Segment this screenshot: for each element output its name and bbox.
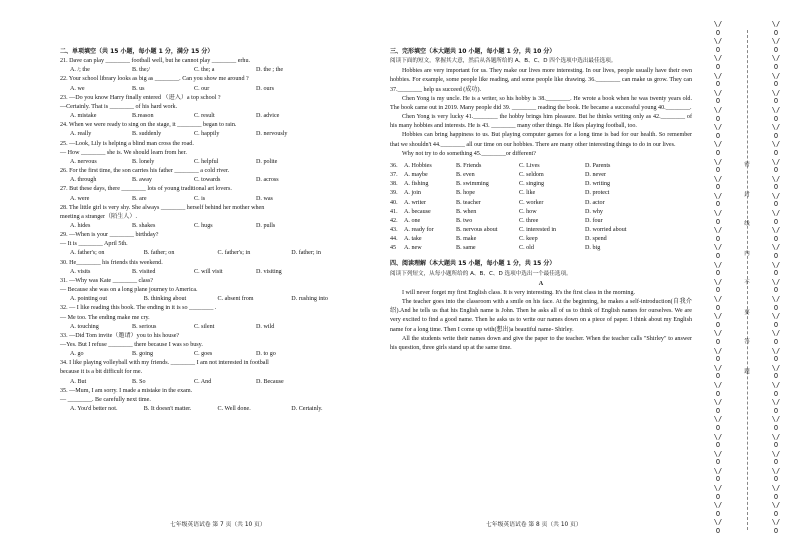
question-dialogue-line: — Me too. The ending make me cry.	[60, 314, 150, 321]
answer-options	[60, 268, 365, 277]
question-dialogue-line: —Certainly. That is ________ of his hard work.	[60, 103, 178, 110]
answer-option: C. will visit	[194, 268, 223, 275]
answer-option: C. helpful	[194, 158, 219, 165]
answer-option: D. across	[256, 177, 279, 184]
answer-options	[60, 249, 365, 258]
question-item	[60, 231, 365, 258]
answer-option: A. You'd better not.	[70, 406, 118, 413]
question-item	[60, 332, 365, 359]
answer-option: A. But	[70, 378, 87, 385]
answer-option: C. absent from	[217, 296, 254, 303]
answer-option: A. we	[70, 85, 85, 92]
question-dialogue-line: — ________. Be carefully next time.	[60, 396, 151, 403]
question-dialogue-line: — Because she was on a long plane journey to America.	[60, 287, 198, 294]
binding-pattern-right: \/O\/O\/O\/O\/O\/O\/O\/O\/O\/O\/O\/O\/O\/O\/O\/O\/O\/O\/O\/O\/O\/O\/O\/O\/O\/O\/O\/O\/O\/O	[771, 20, 781, 536]
answer-option: B. going	[132, 351, 153, 358]
answer-option: A. pointing out	[70, 296, 108, 303]
answer-option: C. the; a	[194, 67, 215, 74]
cloze-option-b: B. Friends	[456, 162, 482, 169]
cloze-option-c: C. keep	[519, 236, 538, 243]
answer-options	[60, 85, 365, 94]
answer-option: B.reason	[132, 113, 154, 120]
answer-option: D. Because	[256, 378, 284, 385]
cloze-option-a: A. Hobbies	[404, 162, 432, 169]
question-stem: 33. —Did Tom invite（邀请）you to his house?	[60, 332, 180, 339]
cloze-option-c: C. seldom	[519, 172, 544, 179]
cloze-option-a: A. fishing	[404, 181, 429, 188]
cloze-option-c: C. interested in	[519, 226, 557, 233]
answer-option: D. rushing into	[291, 296, 328, 303]
answer-option: C. goes	[194, 351, 213, 358]
question-stem: 23. —Do you know Harry finally entered （进入）a top school ?	[60, 94, 221, 101]
question-dialogue-line: because it is a bit difficult for me.	[60, 369, 143, 376]
cloze-option-c: C. how	[519, 208, 537, 215]
binding-char: 题	[744, 368, 750, 375]
cloze-option-a: A. maybe	[404, 172, 428, 179]
cloze-number: 38.	[390, 181, 398, 188]
cloze-option-d: D. spend	[585, 236, 607, 243]
cloze-option-row	[390, 180, 692, 189]
question-item	[60, 359, 365, 386]
answer-option: B. visited	[132, 268, 156, 275]
question-dialogue-line: — How ________ she is. We should learn from her.	[60, 149, 187, 156]
binding-char: 线	[744, 221, 750, 227]
question-dialogue-line: —Yes. But I refuse ________ there because I was so busy.	[60, 342, 203, 348]
question-item	[60, 75, 365, 93]
multiple-choice-list	[60, 57, 365, 414]
cloze-option-c: C. three	[519, 217, 539, 224]
cloze-option-d: D. actor	[585, 199, 605, 206]
question-stem: 29. —When is your ________ birthday?	[60, 232, 159, 239]
page-footer-left: 七年级英语试卷 第 7 页（共 10 页）	[170, 522, 266, 528]
question-stem: 24. When we were ready to sing on the stage, it ________ began to rain.	[60, 122, 237, 129]
cloze-option-b: B. swimming	[456, 181, 489, 188]
cloze-passage	[390, 67, 692, 159]
question-stem: 25. —Look, Lily is helping a blind man cross the road.	[60, 140, 194, 147]
cloze-option-b: B. two	[456, 217, 473, 224]
answer-option: B. father; on	[143, 250, 175, 257]
cloze-number: 44.	[390, 236, 398, 243]
cloze-option-row	[390, 162, 692, 171]
cloze-paragraph: Chen Yong is my uncle. He is a writer, so his hobby is 38.________. He wrote a book when he was twenty years old. The book came out in 2019. Many people did 39. ________ reading the book. He became a successful young 40.________.	[390, 95, 692, 111]
answer-option: D. pulls	[256, 222, 276, 229]
binding-margin	[712, 10, 782, 540]
answer-option: A. through	[70, 177, 97, 184]
cloze-option-b: B. make	[456, 236, 477, 243]
question-item	[60, 167, 365, 185]
cloze-option-d: D. worried about	[585, 226, 627, 233]
answer-option: A. father's; on	[70, 250, 105, 257]
answer-option: C. is	[194, 195, 206, 202]
answer-option: B. are	[132, 195, 147, 202]
cloze-option-row	[390, 217, 692, 226]
cloze-option-d: D. never	[585, 172, 606, 179]
answer-option: B. thinking about	[143, 296, 187, 303]
answer-option: C. And	[194, 378, 212, 385]
cloze-options-list	[390, 162, 692, 254]
question-stem: 31. —Why was Kate ________ class?	[60, 277, 154, 284]
question-item	[60, 140, 365, 167]
answer-options	[60, 405, 365, 414]
binding-pattern-left: \/O\/O\/O\/O\/O\/O\/O\/O\/O\/O\/O\/O\/O\/O\/O\/O\/O\/O\/O\/O\/O\/O\/O\/O\/O\/O\/O\/O\/O\/O	[713, 20, 723, 536]
cloze-option-a: A. because	[404, 208, 431, 215]
question-item	[60, 259, 365, 277]
cloze-option-row	[390, 199, 692, 208]
answer-option: C. Well done.	[217, 406, 251, 413]
right-column	[390, 44, 692, 353]
question-item	[60, 277, 365, 304]
question-dialogue-line: — It is ________ April 5th.	[60, 241, 128, 248]
answer-option: A. really	[70, 131, 92, 138]
answer-options	[60, 350, 365, 359]
answer-option: A. visits	[70, 268, 91, 275]
cloze-option-c: C. singing	[519, 181, 545, 188]
question-item	[60, 387, 365, 414]
cloze-option-b: B. same	[456, 245, 476, 252]
section-2-title: 二、单项填空（共 15 小题，每小题 1 分，满分 15 分）	[60, 48, 214, 55]
question-item	[60, 94, 365, 121]
answer-option: C. happily	[194, 131, 220, 138]
answer-option: B. It doesn't matter.	[143, 406, 192, 413]
cloze-number: 40.	[390, 199, 398, 206]
answer-option: C. towards	[194, 177, 221, 184]
question-stem: 34. I like playing volleyball with my friends. ________ I am not interested in football	[60, 360, 269, 367]
binding-char: 密	[744, 162, 750, 168]
cloze-number: 43.	[390, 226, 398, 233]
answer-option: D. father; in	[291, 250, 321, 257]
cloze-paragraph: Why not try to do something 45.________or different?	[402, 150, 536, 157]
cloze-number: 45	[390, 245, 397, 252]
answer-option: A. /; the	[70, 67, 90, 74]
question-stem: 22. Your school library looks as big as ________. Can you show me around ?	[60, 76, 249, 83]
answer-option: D. was	[256, 195, 273, 202]
answer-option: B. lonely	[132, 158, 155, 165]
cloze-number: 36.	[390, 162, 398, 169]
answer-option: A. nervous	[70, 158, 97, 165]
answer-option: B. the;/	[132, 67, 150, 74]
answer-options	[60, 295, 365, 304]
cloze-paragraph: Chen Yong is very lucky 41.________ the hobby brings him pleasure. But he thinks writing only as 42.________ of his many hobbies and interests. He is 43. ________ many other things. He likes playing football, too.	[390, 114, 692, 130]
cloze-option-d: D. protect	[585, 190, 610, 197]
answer-option: D. visiting	[256, 268, 282, 275]
answer-option: C. our	[194, 85, 210, 92]
question-item	[60, 185, 365, 203]
cloze-option-c: C. like	[519, 190, 536, 197]
section-4-instructions: 阅读下列短文，从每小题所给的 A、B、C、D 选项中选出一个最佳选项。	[390, 270, 572, 277]
cloze-option-c: C. worker	[519, 199, 544, 206]
binding-warning-text	[735, 160, 759, 396]
cloze-number: 39.	[390, 190, 398, 197]
answer-options	[60, 195, 365, 204]
answer-options	[60, 378, 365, 387]
binding-char: 封	[744, 191, 750, 198]
passage-paragraph: I will never forget my first English class. It is very interesting. It's the first class in the morning.	[402, 289, 636, 296]
question-stem: 26. For the first time, the son carries his father ________ a cold river.	[60, 168, 230, 175]
answer-option: A. mistake	[70, 113, 97, 120]
answer-option: A. touching	[70, 323, 99, 330]
question-item	[60, 304, 365, 331]
cloze-option-d: D. big	[585, 245, 601, 252]
cloze-option-d: D. Parents	[585, 162, 611, 169]
answer-options	[60, 222, 365, 231]
answer-option: A. hides	[70, 222, 91, 229]
cloze-option-b: B. even	[456, 172, 475, 179]
cloze-option-b: B. hope	[456, 190, 475, 197]
page-footer-right: 七年级英语试卷 第 8 页（共 10 页）	[486, 522, 582, 528]
answer-option: A. go	[70, 351, 84, 358]
left-column	[60, 44, 365, 414]
answer-option: C. result	[194, 113, 215, 120]
question-stem: 21. Dave can play ________ football well, but he cannot play ________ erhu.	[60, 58, 251, 65]
binding-char: 不	[744, 280, 750, 286]
answer-option: D. Certainly.	[291, 406, 323, 413]
cloze-option-d: D. writing	[585, 181, 611, 188]
answer-option: D. to go	[256, 351, 276, 358]
cloze-paragraph: Hobbies are very important for us. They make our lives more interesting. In our lives, people usually have their own hobbies. For example, some people like reading, and some people like drawing. 36.________ can make us grow. They can 37.________ help us succeed (成功).	[390, 68, 692, 93]
cloze-option-b: B. teacher	[456, 199, 481, 206]
question-item	[60, 121, 365, 139]
question-dialogue-line: meeting a stranger（陌生人）.	[60, 213, 137, 220]
answer-option: D. the ; the	[256, 67, 284, 74]
question-stem: 28. The little girl is very shy. She always ________ herself behind her mother when	[60, 204, 265, 211]
question-item	[60, 204, 365, 231]
cloze-number: 37.	[390, 172, 398, 179]
answer-option: D. wild	[256, 323, 275, 330]
cloze-option-b: B. nervous about	[456, 226, 498, 233]
cloze-option-row	[390, 226, 692, 235]
passage-paragraph: All the students write their names down and give the paper to the teacher. When the teacher calls "Shirley" to answer his question, three girls stand up at the same time.	[390, 335, 692, 351]
answer-options	[60, 323, 365, 332]
binding-char: 要	[744, 309, 750, 316]
cloze-option-row	[390, 208, 692, 217]
answer-option: D. polite	[256, 158, 278, 165]
section-3-instructions: 阅读下面的短文，掌握其大意，然后从各题所给的 A、B、C、D 四个选项中选出最佳选项。	[390, 58, 617, 65]
answer-options	[60, 66, 365, 75]
question-item	[60, 57, 365, 75]
cloze-option-row	[390, 235, 692, 244]
cloze-option-row	[390, 171, 692, 180]
cloze-option-a: A. take	[404, 236, 422, 243]
answer-option: B. So	[132, 378, 146, 385]
question-stem: 32. — I like reading this book. The ending in it is so ________ .	[60, 305, 217, 312]
question-stem: 27. But these days, there ________ lots of young traditional art lovers.	[60, 186, 232, 193]
answer-options	[60, 176, 365, 185]
answer-option: B. suddenly	[132, 131, 162, 138]
answer-option: D. advice	[256, 113, 280, 120]
answer-option: B. serious	[132, 323, 157, 330]
answer-option: C. silent	[194, 323, 215, 330]
cloze-number: 41.	[390, 208, 398, 215]
section-4-title: 四、阅读理解（本大题共 15 小题，每小题 1 分，共 15 分）	[390, 260, 556, 268]
answer-option: D. nervously	[256, 131, 288, 138]
section-3-title: 三、完形填空（本大题共 10 小题，每小题 1 分，共 10 分）	[390, 48, 556, 55]
answer-options	[60, 158, 365, 167]
cloze-option-b: B. when	[456, 208, 477, 215]
cloze-option-d: D. four	[585, 217, 603, 224]
answer-options	[60, 130, 365, 139]
answer-option: A. were	[70, 195, 90, 202]
reading-passage	[390, 289, 692, 353]
answer-option: C. hugs	[194, 222, 213, 229]
cloze-option-row	[390, 244, 692, 253]
cloze-number: 42.	[390, 217, 398, 224]
cloze-option-a: A. one	[404, 217, 421, 224]
answer-option: B. shakes	[132, 222, 156, 229]
answer-option: C. father's; in	[217, 250, 251, 257]
answer-option: D. ours	[256, 85, 274, 92]
answer-options	[60, 112, 365, 121]
cloze-option-a: A. writer	[404, 199, 426, 206]
cloze-paragraph: Hobbies can bring happiness to us. But playing computer games for a long time is bad for our health. So remember that we shouldn't 44.________ all our time on our hobbies. There are many other interesting things to do in our lives.	[390, 132, 692, 148]
cloze-option-c: C. old	[519, 245, 534, 252]
cloze-option-c: C. Lives	[519, 162, 540, 169]
cloze-option-a: A. new	[404, 245, 422, 252]
answer-option: B. away	[132, 177, 152, 184]
cloze-option-a: A. join	[404, 190, 421, 197]
passage-paragraph: The teacher goes into the classroom with a smile on his face. At the beginning, he makes a self-introduction(自我介绍).And he tells us that his English name is John. Then he asks all of us to think of English names for ourselves. We are very excited to find a good name. Then he asks us to write our names down on a piece of paper. I think about my English name for a long time. Then I come up with(想出)a beautiful name- Shirley.	[390, 299, 692, 333]
cloze-option-d: D. why	[585, 208, 603, 215]
answer-option: B. us	[132, 85, 145, 92]
binding-char: 答	[744, 339, 750, 345]
passage-label: A	[538, 280, 544, 287]
cloze-option-a: A. ready for	[404, 226, 434, 233]
binding-char: 内	[744, 250, 750, 257]
cloze-option-row	[390, 189, 692, 198]
question-stem: 35. —Mum, I am sorry. I made a mistake in the exam.	[60, 387, 193, 394]
question-stem: 30. He________ his friends this weekend.	[60, 259, 163, 266]
